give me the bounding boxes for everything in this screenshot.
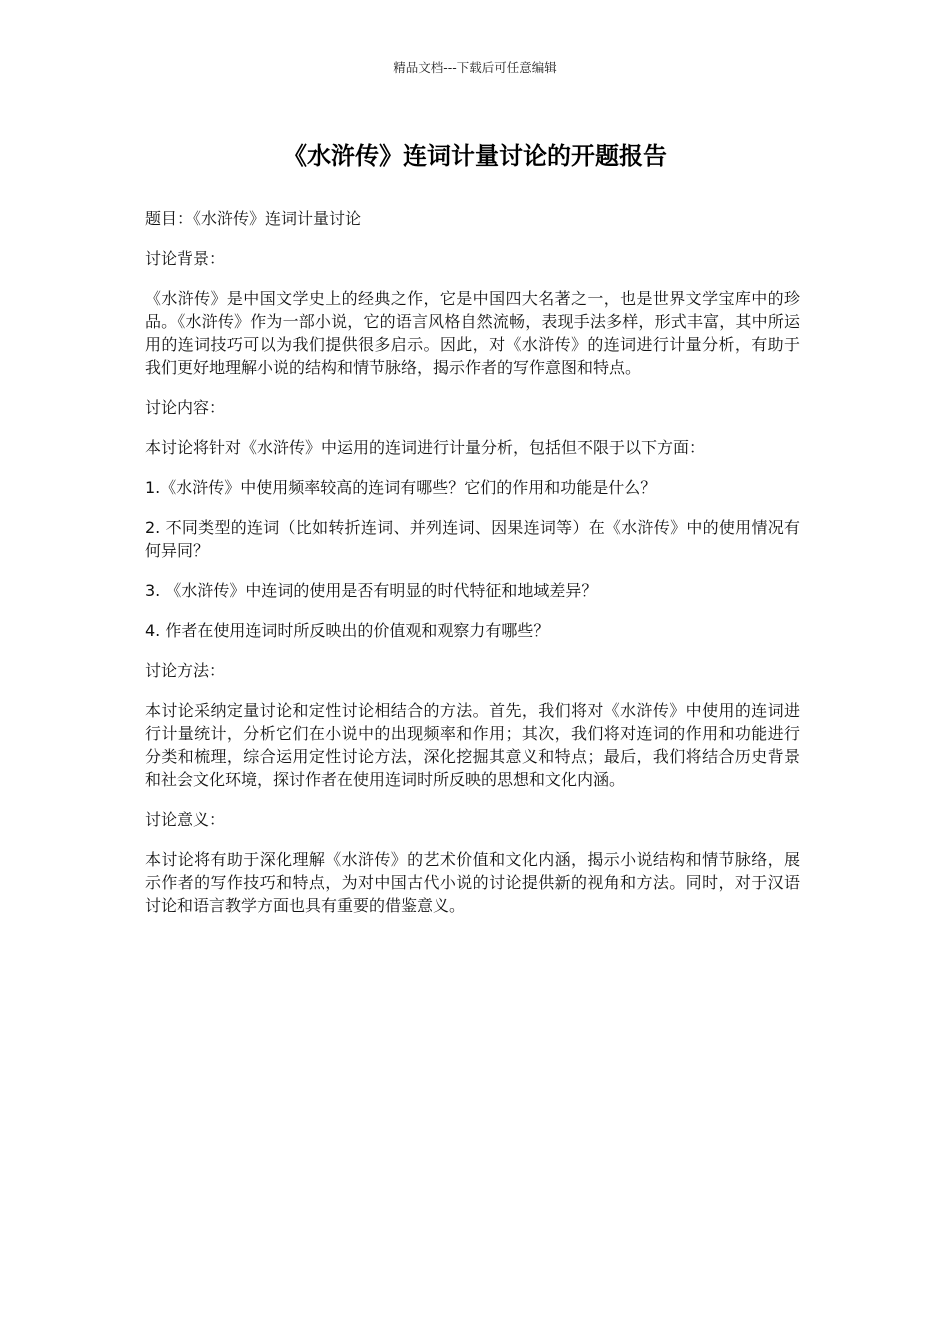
document-title: 《水浒传》连词计量讨论的开题报告 — [283, 142, 667, 170]
content-item-2: 2. 不同类型的连词（比如转折连词、并列连词、因果连词等）在《水浒传》中的使用情况有何异同？ — [145, 518, 800, 560]
method-heading: 讨论方法： — [145, 661, 226, 680]
content-item-1: 1.《水浒传》中使用频率较高的连词有哪些？它们的作用和功能是什么？ — [145, 478, 657, 497]
document-body — [145, 207, 800, 934]
significance-heading: 讨论意义： — [145, 810, 226, 829]
content-intro-paragraph: 本讨论将针对《水浒传》中运用的连词进行计量分析，包括但不限于以下方面： — [145, 438, 706, 457]
significance-paragraph: 本讨论将有助于深化理解《水浒传》的艺术价值和文化内涵，揭示小说结构和情节脉络，展示作者的写作技巧和特点，为对中国古代小说的讨论提供新的视角和方法。同时，对于汉语讨论和语言教学方面也具有重要的借鉴意义。 — [145, 850, 800, 915]
method-paragraph: 本讨论采纳定量讨论和定性讨论相结合的方法。首先，我们将对《水浒传》中使用的连词进行计量统计，分析它们在小说中的出现频率和作用；其次，我们将对连词的作用和功能进行分类和梳理，综合运用定性讨论方法，深化挖掘其意义和特点；最后，我们将结合历史背景和社会文化环境，探讨作者在使用连词时所反映的思想和文化内涵。 — [145, 701, 800, 789]
content-item-4: 4. 作者在使用连词时所反映出的价值观和观察力有哪些？ — [145, 621, 550, 640]
content-heading: 讨论内容： — [145, 398, 226, 417]
background-heading: 讨论背景： — [145, 249, 226, 268]
topic-line: 题目：《水浒传》连词计量讨论 — [145, 209, 362, 228]
content-item-3: 3. 《水浒传》中连词的使用是否有明显的时代特征和地域差异？ — [145, 581, 598, 600]
background-paragraph: 《水浒传》是中国文学史上的经典之作，它是中国四大名著之一，也是世界文学宝库中的珍品。《水浒传》作为一部小说，它的语言风格自然流畅，表现手法多样，形式丰富，其中所运用的连词技巧可以为我们提供很多启示。因此，对《水浒传》的连词进行计量分析，有助于我们更好地理解小说的结构和情节脉络，揭示作者的写作意图和特点。 — [145, 289, 800, 377]
page-header-note: 精品文档---下载后可任意编辑 — [393, 60, 557, 75]
